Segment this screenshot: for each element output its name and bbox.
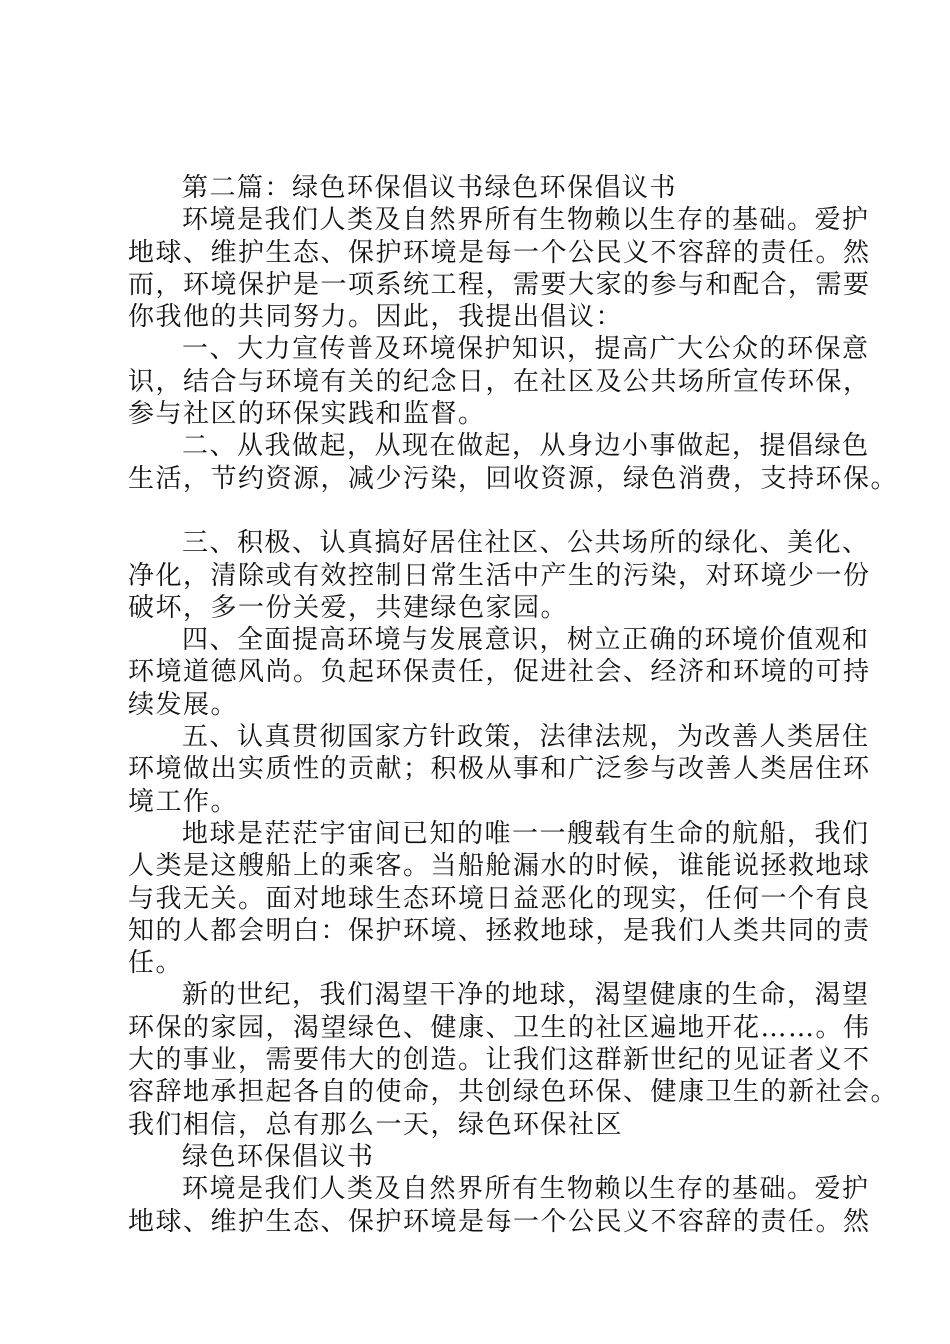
proposal-item-4-line: 续发展。 [128, 689, 239, 720]
proposal-item-1-line: 识，结合与环境有关的纪念日，在社区及公共场所宣传环保， [128, 366, 871, 397]
section-subheading: 绿色环保倡议书 [182, 1141, 375, 1172]
proposal-item-5-line: 环境做出实质性的贡献；积极从事和广泛参与改善人类居住环 [128, 754, 871, 785]
repeated-intro-line: 环境是我们人类及自然界所有生物赖以生存的基础。爱护 [182, 1174, 870, 1205]
proposal-item-3-line: 净化，清除或有效控制日常生活中产生的污染，对环境少一份 [128, 560, 871, 591]
blank-line [128, 495, 836, 527]
proposal-item-1-line: 参与社区的环保实践和监督。 [128, 399, 486, 430]
proposal-item-2-line: 生活，节约资源，减少污染，回收资源，绿色消费，支持环保。 [128, 463, 899, 494]
proposal-item-4-line: 环境道德风尚。负起环保责任，促进社会、经济和环境的可持 [128, 657, 871, 688]
earth-paragraph-line: 地球是茫茫宇宙间已知的唯一一艘载有生命的航船，我们 [182, 818, 870, 849]
earth-paragraph-line: 任。 [128, 948, 184, 979]
document-body [128, 172, 899, 1238]
century-paragraph-line: 容辞地承担起各自的使命，共创绿色环保、健康卫生的新社会。 [128, 1077, 899, 1108]
earth-paragraph-line: 人类是这艘船上的乘客。当船舱漏水的时候，谁能说拯救地球 [128, 851, 871, 882]
document-heading: 第二篇：绿色环保倡议书绿色环保倡议书 [182, 173, 678, 203]
proposal-item-5-line: 境工作。 [128, 786, 239, 817]
century-paragraph-line: 大的事业，需要伟大的创造。让我们这群新世纪的见证者义不 [128, 1045, 871, 1076]
proposal-item-2-line: 二、从我做起，从现在做起，从身边小事做起，提倡绿色 [182, 431, 870, 462]
paragraph-line: 地球、维护生态、保护环境是每一个公民义不容辞的责任。然 [128, 237, 871, 268]
proposal-item-3-line: 破坏，多一份关爱，共建绿色家园。 [128, 592, 569, 623]
proposal-item-1-line: 一、大力宣传普及环境保护知识，提高广大公众的环保意 [182, 334, 870, 365]
paragraph-line: 环境是我们人类及自然界所有生物赖以生存的基础。爱护 [182, 205, 870, 236]
paragraph-line: 你我他的共同努力。因此，我提出倡议： [128, 302, 624, 333]
earth-paragraph-line: 与我无关。面对地球生态环境日益恶化的现实，任何一个有良 [128, 883, 871, 914]
paragraph-line: 而，环境保护是一项系统工程，需要大家的参与和配合，需要 [128, 269, 871, 300]
century-paragraph-line: 我们相信，总有那么一天，绿色环保社区 [128, 1109, 624, 1140]
earth-paragraph-line: 知的人都会明白：保护环境、拯救地球，是我们人类共同的责 [128, 915, 871, 946]
century-paragraph-line: 新的世纪，我们渴望干净的地球，渴望健康的生命，渴望 [182, 980, 870, 1011]
proposal-item-4-line: 四、全面提高环境与发展意识，树立正确的环境价值观和 [182, 625, 870, 656]
repeated-intro-line: 地球、维护生态、保护环境是每一个公民义不容辞的责任。然 [128, 1206, 871, 1237]
proposal-item-5-line: 五、认真贯彻国家方针政策，法律法规，为改善人类居住 [182, 722, 870, 753]
century-paragraph-line: 环保的家园，渴望绿色、健康、卫生的社区遍地开花……。伟 [128, 1012, 871, 1043]
proposal-item-3-line: 三、积极、认真搞好居住社区、公共场所的绿化、美化、 [182, 528, 870, 559]
